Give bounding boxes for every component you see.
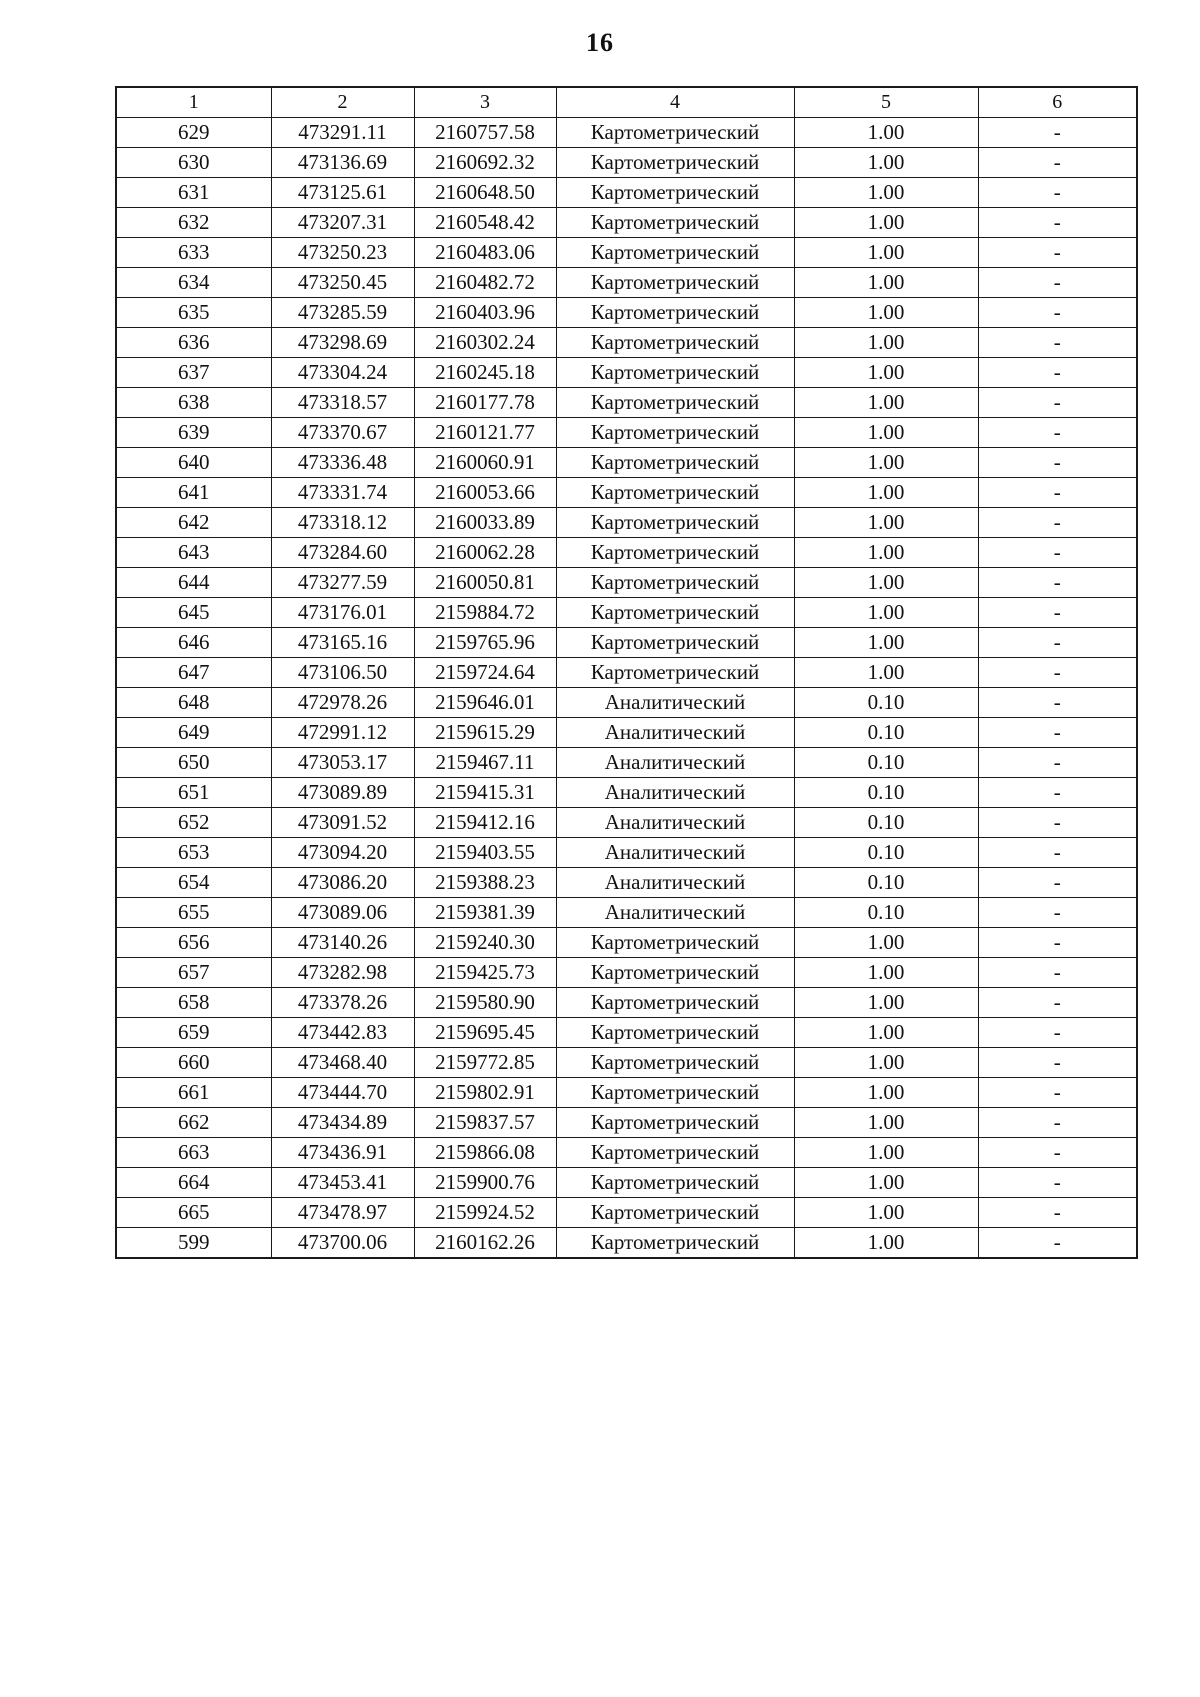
table-row [116,658,1137,688]
cell-method: Картометрический [556,328,794,358]
cell-y-coordinate: 2160062.28 [414,538,556,568]
table-row [116,238,1137,268]
cell-y-coordinate: 2159837.57 [414,1108,556,1138]
cell-x-coordinate: 473053.17 [271,748,414,778]
cell-method: Аналитический [556,868,794,898]
cell-note: - [978,868,1137,898]
cell-x-coordinate: 473370.67 [271,418,414,448]
cell-y-coordinate: 2159724.64 [414,658,556,688]
table-row [116,748,1137,778]
cell-note: - [978,388,1137,418]
cell-x-coordinate: 473207.31 [271,208,414,238]
cell-method: Картометрический [556,1108,794,1138]
table-row [116,298,1137,328]
header-cell-5: 5 [794,87,978,118]
cell-note: - [978,448,1137,478]
table-row [116,988,1137,1018]
table-row [116,838,1137,868]
cell-accuracy: 1.00 [794,328,978,358]
cell-x-coordinate: 472991.12 [271,718,414,748]
cell-x-coordinate: 473478.97 [271,1198,414,1228]
cell-method: Картометрический [556,1048,794,1078]
cell-y-coordinate: 2160648.50 [414,178,556,208]
cell-x-coordinate: 473442.83 [271,1018,414,1048]
cell-note: - [978,538,1137,568]
table-row [116,868,1137,898]
cell-x-coordinate: 473378.26 [271,988,414,1018]
cell-y-coordinate: 2159772.85 [414,1048,556,1078]
cell-method: Картометрический [556,148,794,178]
cell-point-number: 638 [116,388,271,418]
cell-x-coordinate: 473277.59 [271,568,414,598]
cell-y-coordinate: 2159765.96 [414,628,556,658]
cell-note: - [978,628,1137,658]
cell-accuracy: 1.00 [794,988,978,1018]
cell-x-coordinate: 473318.57 [271,388,414,418]
table-row [116,1078,1137,1108]
cell-point-number: 650 [116,748,271,778]
cell-y-coordinate: 2160060.91 [414,448,556,478]
cell-method: Картометрический [556,208,794,238]
header-row [116,87,1137,118]
cell-x-coordinate: 473285.59 [271,298,414,328]
cell-method: Аналитический [556,808,794,838]
cell-x-coordinate: 473282.98 [271,958,414,988]
cell-note: - [978,808,1137,838]
cell-y-coordinate: 2160121.77 [414,418,556,448]
cell-x-coordinate: 473336.48 [271,448,414,478]
cell-point-number: 648 [116,688,271,718]
cell-note: - [978,178,1137,208]
table-row [116,538,1137,568]
cell-accuracy: 0.10 [794,748,978,778]
table-row [116,328,1137,358]
cell-x-coordinate: 473444.70 [271,1078,414,1108]
cell-method: Аналитический [556,748,794,778]
cell-point-number: 629 [116,118,271,148]
cell-accuracy: 1.00 [794,238,978,268]
table-row [116,418,1137,448]
table-header [116,87,1137,118]
cell-y-coordinate: 2160757.58 [414,118,556,148]
cell-y-coordinate: 2159415.31 [414,778,556,808]
cell-y-coordinate: 2159388.23 [414,868,556,898]
table-row [116,448,1137,478]
cell-note: - [978,778,1137,808]
header-cell-4: 4 [556,87,794,118]
header-cell-3: 3 [414,87,556,118]
cell-note: - [978,838,1137,868]
cell-accuracy: 1.00 [794,208,978,238]
cell-method: Картометрический [556,418,794,448]
cell-y-coordinate: 2160053.66 [414,478,556,508]
cell-method: Картометрический [556,658,794,688]
cell-x-coordinate: 473304.24 [271,358,414,388]
cell-accuracy: 1.00 [794,1228,978,1259]
cell-point-number: 655 [116,898,271,928]
cell-x-coordinate: 473125.61 [271,178,414,208]
cell-method: Картометрический [556,988,794,1018]
cell-x-coordinate: 473436.91 [271,1138,414,1168]
cell-accuracy: 1.00 [794,1108,978,1138]
cell-x-coordinate: 472978.26 [271,688,414,718]
cell-y-coordinate: 2159884.72 [414,598,556,628]
cell-x-coordinate: 473434.89 [271,1108,414,1138]
cell-accuracy: 0.10 [794,778,978,808]
cell-y-coordinate: 2160050.81 [414,568,556,598]
cell-method: Картометрический [556,1198,794,1228]
cell-accuracy: 1.00 [794,658,978,688]
cell-method: Аналитический [556,778,794,808]
cell-accuracy: 0.10 [794,898,978,928]
table-row [116,628,1137,658]
table-row [116,1138,1137,1168]
cell-method: Аналитический [556,718,794,748]
cell-x-coordinate: 473250.45 [271,268,414,298]
cell-point-number: 647 [116,658,271,688]
cell-x-coordinate: 473086.20 [271,868,414,898]
cell-note: - [978,238,1137,268]
cell-accuracy: 1.00 [794,568,978,598]
cell-note: - [978,148,1137,178]
cell-note: - [978,1048,1137,1078]
cell-accuracy: 1.00 [794,388,978,418]
cell-note: - [978,328,1137,358]
cell-point-number: 640 [116,448,271,478]
cell-y-coordinate: 2159924.52 [414,1198,556,1228]
cell-method: Картометрический [556,538,794,568]
cell-note: - [978,988,1137,1018]
cell-x-coordinate: 473331.74 [271,478,414,508]
cell-method: Картометрический [556,448,794,478]
cell-note: - [978,958,1137,988]
cell-point-number: 657 [116,958,271,988]
cell-method: Картометрический [556,238,794,268]
cell-note: - [978,568,1137,598]
cell-x-coordinate: 473250.23 [271,238,414,268]
cell-method: Картометрический [556,1168,794,1198]
cell-accuracy: 1.00 [794,148,978,178]
cell-x-coordinate: 473089.06 [271,898,414,928]
cell-point-number: 643 [116,538,271,568]
cell-x-coordinate: 473453.41 [271,1168,414,1198]
cell-point-number: 649 [116,718,271,748]
cell-y-coordinate: 2160548.42 [414,208,556,238]
cell-method: Картометрический [556,1138,794,1168]
cell-point-number: 630 [116,148,271,178]
cell-x-coordinate: 473136.69 [271,148,414,178]
cell-accuracy: 1.00 [794,298,978,328]
cell-y-coordinate: 2160483.06 [414,238,556,268]
cell-method: Картометрический [556,268,794,298]
cell-point-number: 641 [116,478,271,508]
cell-accuracy: 1.00 [794,538,978,568]
table-row [116,898,1137,928]
cell-note: - [978,1018,1137,1048]
cell-note: - [978,688,1137,718]
cell-y-coordinate: 2160162.26 [414,1228,556,1259]
table-row [116,208,1137,238]
cell-note: - [978,478,1137,508]
cell-point-number: 659 [116,1018,271,1048]
cell-accuracy: 1.00 [794,358,978,388]
page-number: 16 [586,28,614,57]
cell-accuracy: 1.00 [794,928,978,958]
table-row [116,598,1137,628]
cell-point-number: 631 [116,178,271,208]
cell-point-number: 665 [116,1198,271,1228]
table-row [116,1108,1137,1138]
cell-accuracy: 1.00 [794,118,978,148]
cell-method: Картометрический [556,628,794,658]
cell-accuracy: 1.00 [794,1048,978,1078]
header-cell-6: 6 [978,87,1137,118]
cell-x-coordinate: 473468.40 [271,1048,414,1078]
cell-y-coordinate: 2159381.39 [414,898,556,928]
cell-note: - [978,118,1137,148]
cell-x-coordinate: 473291.11 [271,118,414,148]
cell-method: Картометрический [556,478,794,508]
cell-method: Картометрический [556,1228,794,1259]
cell-accuracy: 1.00 [794,268,978,298]
table-row [116,388,1137,418]
table-row [116,1168,1137,1198]
table-row [116,268,1137,298]
header-cell-1: 1 [116,87,271,118]
cell-point-number: 664 [116,1168,271,1198]
cell-method: Картометрический [556,598,794,628]
cell-point-number: 646 [116,628,271,658]
cell-y-coordinate: 2159467.11 [414,748,556,778]
cell-note: - [978,508,1137,538]
table-row [116,718,1137,748]
cell-y-coordinate: 2159802.91 [414,1078,556,1108]
cell-note: - [978,1198,1137,1228]
table-row [116,958,1137,988]
cell-accuracy: 1.00 [794,1138,978,1168]
table-row [116,928,1137,958]
cell-x-coordinate: 473106.50 [271,658,414,688]
table-row [116,1228,1137,1259]
cell-note: - [978,1108,1137,1138]
cell-method: Картометрический [556,508,794,538]
table-row [116,688,1137,718]
cell-y-coordinate: 2160403.96 [414,298,556,328]
cell-note: - [978,718,1137,748]
cell-note: - [978,928,1137,958]
cell-note: - [978,358,1137,388]
cell-accuracy: 1.00 [794,478,978,508]
cell-note: - [978,1138,1137,1168]
cell-point-number: 633 [116,238,271,268]
cell-point-number: 656 [116,928,271,958]
table-body [116,118,1137,1259]
cell-point-number: 599 [116,1228,271,1259]
cell-y-coordinate: 2159615.29 [414,718,556,748]
cell-method: Картометрический [556,958,794,988]
cell-accuracy: 1.00 [794,178,978,208]
cell-point-number: 661 [116,1078,271,1108]
cell-y-coordinate: 2159580.90 [414,988,556,1018]
cell-note: - [978,268,1137,298]
cell-y-coordinate: 2159403.55 [414,838,556,868]
cell-y-coordinate: 2159900.76 [414,1168,556,1198]
cell-y-coordinate: 2160302.24 [414,328,556,358]
cell-method: Аналитический [556,838,794,868]
cell-note: - [978,298,1137,328]
header-cell-2: 2 [271,87,414,118]
table-row [116,118,1137,148]
cell-y-coordinate: 2160033.89 [414,508,556,538]
cell-point-number: 635 [116,298,271,328]
cell-y-coordinate: 2160177.78 [414,388,556,418]
cell-method: Картометрический [556,928,794,958]
cell-accuracy: 0.10 [794,868,978,898]
cell-x-coordinate: 473176.01 [271,598,414,628]
cell-accuracy: 0.10 [794,808,978,838]
cell-note: - [978,418,1137,448]
cell-accuracy: 1.00 [794,598,978,628]
cell-point-number: 645 [116,598,271,628]
cell-point-number: 662 [116,1108,271,1138]
cell-point-number: 632 [116,208,271,238]
cell-method: Картометрический [556,568,794,598]
cell-point-number: 651 [116,778,271,808]
cell-x-coordinate: 473089.89 [271,778,414,808]
cell-y-coordinate: 2159646.01 [414,688,556,718]
cell-y-coordinate: 2159412.16 [414,808,556,838]
table-row [116,808,1137,838]
cell-accuracy: 1.00 [794,418,978,448]
cell-accuracy: 0.10 [794,718,978,748]
cell-point-number: 653 [116,838,271,868]
table-row [116,478,1137,508]
table-row [116,508,1137,538]
cell-x-coordinate: 473700.06 [271,1228,414,1259]
cell-y-coordinate: 2160245.18 [414,358,556,388]
cell-note: - [978,748,1137,778]
cell-method: Аналитический [556,898,794,928]
cell-method: Картометрический [556,118,794,148]
table-row [116,178,1137,208]
cell-method: Картометрический [556,1078,794,1108]
coordinates-table [115,86,1138,1259]
table-row [116,568,1137,598]
cell-point-number: 654 [116,868,271,898]
cell-point-number: 639 [116,418,271,448]
cell-x-coordinate: 473165.16 [271,628,414,658]
cell-point-number: 636 [116,328,271,358]
cell-method: Картометрический [556,388,794,418]
cell-note: - [978,1228,1137,1259]
cell-method: Картометрический [556,178,794,208]
table-row [116,148,1137,178]
cell-point-number: 642 [116,508,271,538]
table-row [116,778,1137,808]
cell-note: - [978,658,1137,688]
cell-x-coordinate: 473091.52 [271,808,414,838]
cell-x-coordinate: 473284.60 [271,538,414,568]
cell-point-number: 644 [116,568,271,598]
cell-y-coordinate: 2159866.08 [414,1138,556,1168]
cell-accuracy: 1.00 [794,1198,978,1228]
cell-note: - [978,208,1137,238]
cell-accuracy: 1.00 [794,1168,978,1198]
table-row [116,1198,1137,1228]
cell-point-number: 658 [116,988,271,1018]
table-row [116,1048,1137,1078]
cell-note: - [978,1078,1137,1108]
cell-method: Картометрический [556,1018,794,1048]
cell-accuracy: 1.00 [794,628,978,658]
cell-accuracy: 1.00 [794,448,978,478]
cell-accuracy: 1.00 [794,1018,978,1048]
cell-accuracy: 1.00 [794,1078,978,1108]
cell-method: Картометрический [556,358,794,388]
cell-accuracy: 0.10 [794,838,978,868]
cell-note: - [978,1168,1137,1198]
cell-point-number: 663 [116,1138,271,1168]
cell-accuracy: 0.10 [794,688,978,718]
table-row [116,1018,1137,1048]
cell-point-number: 652 [116,808,271,838]
cell-x-coordinate: 473318.12 [271,508,414,538]
cell-point-number: 637 [116,358,271,388]
cell-note: - [978,898,1137,928]
cell-x-coordinate: 473298.69 [271,328,414,358]
cell-accuracy: 1.00 [794,508,978,538]
cell-method: Картометрический [556,298,794,328]
cell-y-coordinate: 2160692.32 [414,148,556,178]
cell-x-coordinate: 473140.26 [271,928,414,958]
cell-point-number: 634 [116,268,271,298]
cell-note: - [978,598,1137,628]
table-row [116,358,1137,388]
cell-accuracy: 1.00 [794,958,978,988]
cell-y-coordinate: 2159695.45 [414,1018,556,1048]
cell-x-coordinate: 473094.20 [271,838,414,868]
cell-point-number: 660 [116,1048,271,1078]
cell-method: Аналитический [556,688,794,718]
cell-y-coordinate: 2159240.30 [414,928,556,958]
cell-y-coordinate: 2159425.73 [414,958,556,988]
cell-y-coordinate: 2160482.72 [414,268,556,298]
